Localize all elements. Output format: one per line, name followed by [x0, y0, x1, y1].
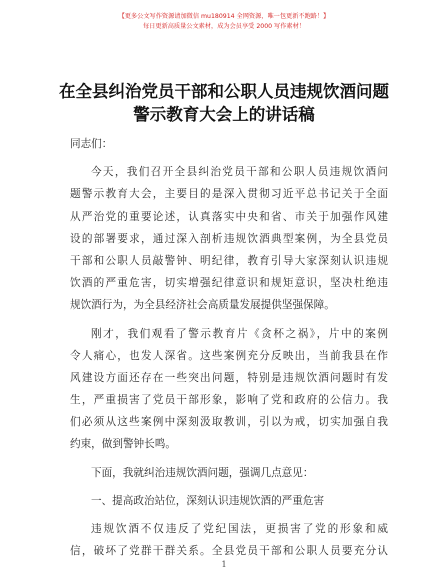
paragraph-line: 信，破坏了党群干群关系。全县党员干部和公职人员要充分认: [70, 545, 388, 558]
section-heading-1: [70, 490, 388, 512]
paragraph-line: 生，严重损害了党员干部形象，影响了党和政府的公信力。我: [70, 394, 388, 407]
paragraph-line: 设的部署要求，通过深入剖析违规饮酒典型案例，为全县党员: [70, 232, 388, 245]
document-body: [70, 133, 388, 562]
paragraph-3: [70, 462, 388, 484]
paragraph-line: 下面，我就纠治违规饮酒问题，强调几点意见：: [91, 466, 314, 479]
document-title-line-2: 警示教育大会上的讲话稿: [133, 105, 315, 124]
paragraph-line: 饮酒的严重危害，切实增强纪律意识和规矩意识，坚决杜绝违: [70, 277, 388, 290]
document-title: [30, 80, 418, 126]
paragraph-line: 风建设方面还存在一些突出问题，特别是违规饮酒问题时有发: [70, 371, 388, 384]
page-number: 1: [221, 560, 227, 569]
paragraph-line: 约束，做到警钟长鸣。: [70, 438, 176, 451]
paragraph-2: [70, 323, 388, 456]
salutation: 同志们：: [70, 138, 113, 150]
paragraph-line: 令人痛心，也发人深省。这些案例充分反映出，当前我县在作: [70, 349, 388, 362]
paragraph-line: 们必须从这些案例中深刻汲取教训，引以为戒，切实加强自我: [70, 416, 388, 429]
paragraph-line: 规饮酒行为，为全县经济社会高质量发展提供坚强保障。: [70, 299, 335, 312]
section-heading-line: 一、提高政治站位，深刻认识违规饮酒的严重危害: [91, 494, 325, 507]
promo-banner-line-2: 每日更新高质量公文素材，成为会员享受 2000 写作素材！: [143, 23, 305, 30]
paragraph-4: [70, 518, 388, 562]
paragraph-line: 干部和公职人员敲警钟、明纪律，教育引导大家深刻认识违规: [70, 254, 388, 267]
document-title-line-1: 在全县纠治党员干部和公职人员违规饮酒问题: [59, 82, 389, 101]
paragraph-line: 从严治党的重要论述，认真落实中央和省、市关于加强作风建: [70, 210, 388, 223]
paragraph-1: [70, 161, 388, 316]
paragraph-line: 题警示教育大会，主要目的是深入贯彻习近平总书记关于全面: [70, 188, 388, 201]
promo-banner-line-1: 【更多公文写作资源请加微信 mu180914 全网资源，唯一包更新不跑路！】: [118, 13, 330, 20]
promo-banner: [0, 12, 448, 32]
paragraph-line: 今天，我们召开全县纠治党员干部和公职人员违规饮酒问: [91, 166, 388, 179]
paragraph-line: 违规饮酒不仅违反了党纪国法，更损害了党的形象和威: [91, 523, 388, 535]
paragraph-line: 刚才，我们观看了警示教育片《贪杯之祸》，片中的案例: [91, 327, 388, 340]
